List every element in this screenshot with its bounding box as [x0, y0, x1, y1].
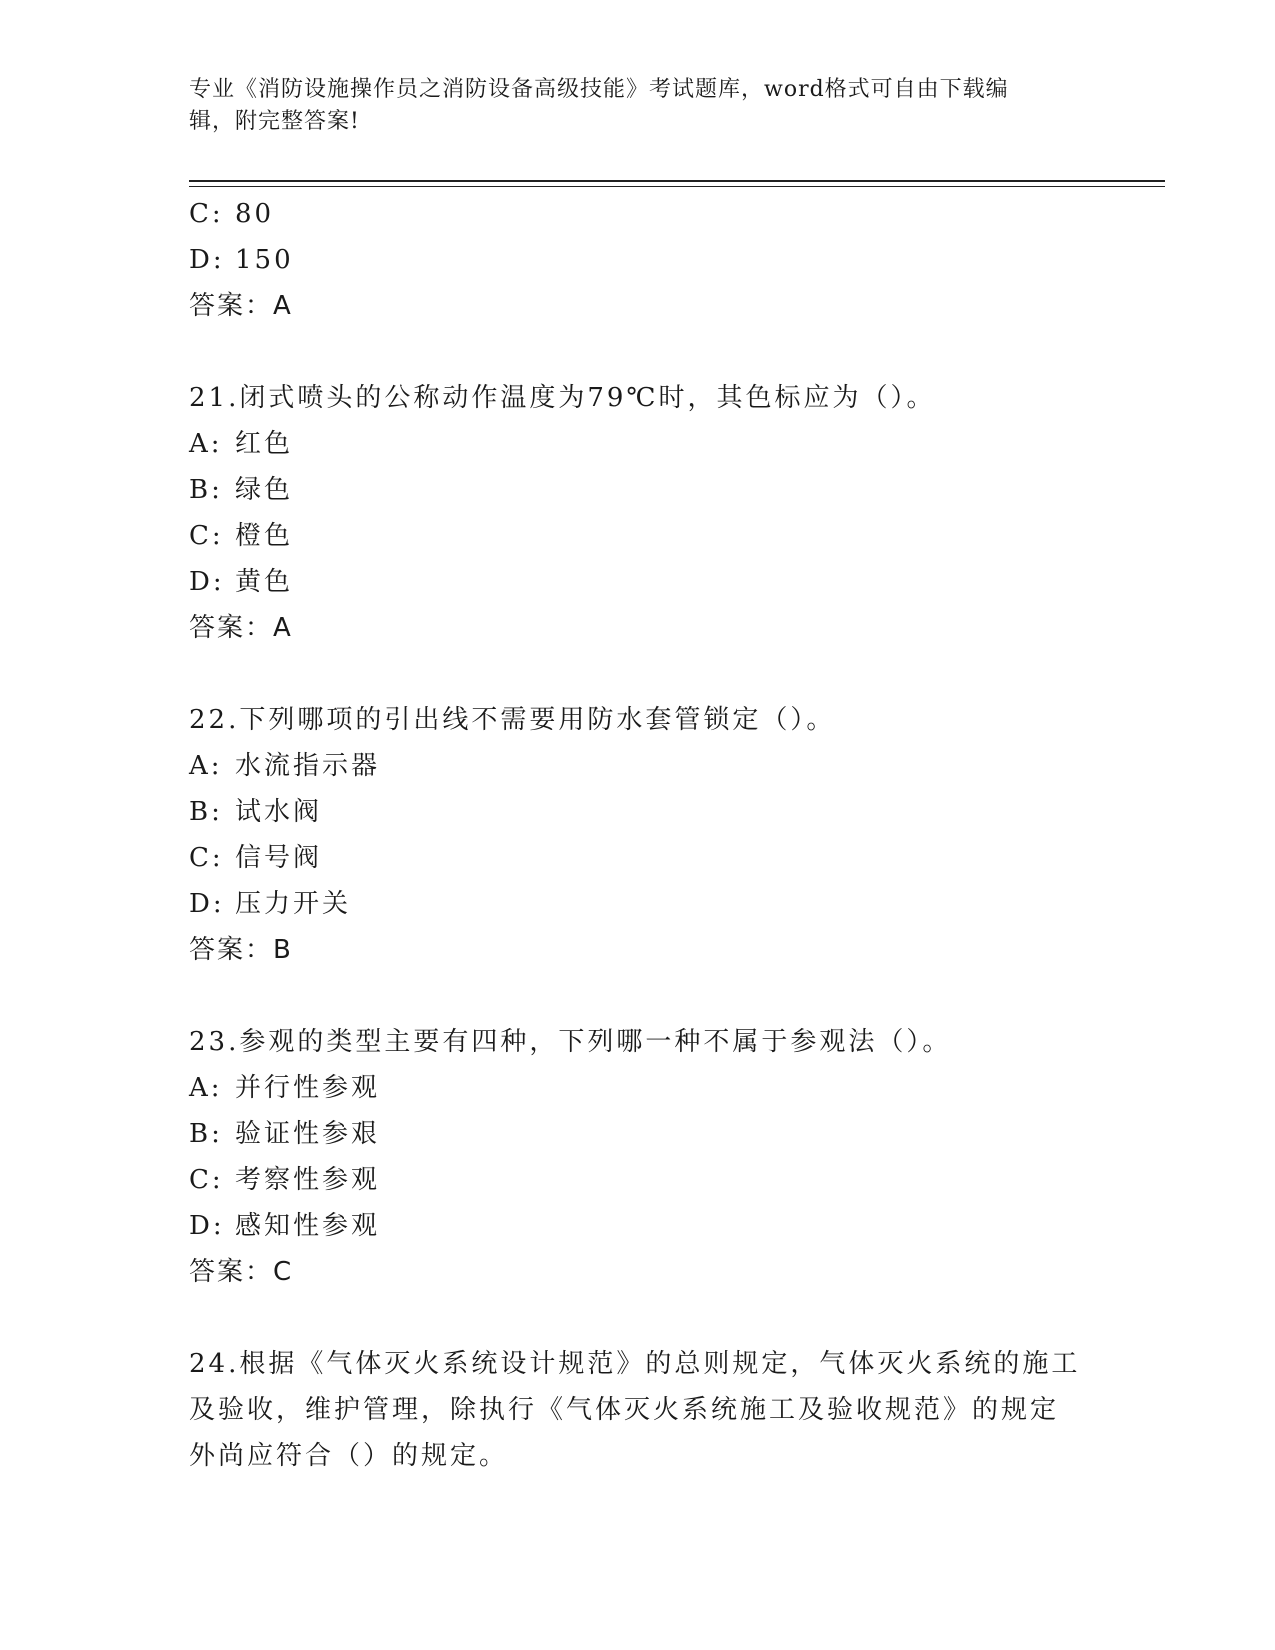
question-content [189, 191, 1089, 1479]
option-b [189, 789, 1089, 835]
question-24-title-line-2: 及验收，维护管理，除执行《气体灭火系统施工及验收规范》的规定 [189, 1395, 1060, 1425]
option-label: B: [189, 475, 223, 505]
header-line-2: 辑，附完整答案! [189, 109, 360, 134]
header-rule-thick [189, 180, 1165, 182]
page-header [189, 74, 1089, 138]
option-c [189, 1157, 1089, 1203]
option-a [189, 743, 1089, 789]
option-label: C: [189, 521, 224, 551]
option-c [189, 835, 1089, 881]
option-label: A: [189, 429, 223, 459]
answer-text: 答案：C [189, 1257, 294, 1287]
option-d [189, 881, 1089, 927]
option-label: D: [189, 567, 225, 597]
option-label: C: [189, 1165, 224, 1195]
spacer [189, 973, 1089, 1019]
question-22-title: 22.下列哪项的引出线不需要用防水套管锁定（）。 [189, 705, 836, 735]
option-label: B: [189, 1119, 223, 1149]
question-23-title: 23.参观的类型主要有四种，下列哪一种不属于参观法（）。 [189, 1027, 952, 1057]
option-d [189, 1203, 1089, 1249]
question-24-title-line-1: 24.根据《气体灭火系统设计规范》的总则规定，气体灭火系统的施工 [189, 1349, 1081, 1379]
answer-text: 答案：A [189, 613, 293, 643]
question-24-title-line-3: 外尚应符合（）的规定。 [189, 1441, 509, 1471]
answer-text: 答案：A [189, 291, 293, 321]
option-text: 压力开关 [235, 889, 352, 919]
option-label: B: [189, 797, 223, 827]
option-label: D: [189, 889, 225, 919]
spacer [189, 1295, 1089, 1341]
option-text: 黄色 [235, 567, 294, 597]
option-c [189, 191, 1089, 237]
option-text: 感知性参观 [235, 1211, 381, 1241]
option-label: A: [189, 1073, 223, 1103]
option-text: 水流指示器 [235, 751, 381, 781]
spacer [189, 329, 1089, 375]
option-label: C: [189, 843, 224, 873]
option-b [189, 467, 1089, 513]
option-text: 验证性参艰 [235, 1119, 381, 1149]
header-line-1: 专业《消防设施操作员之消防设备高级技能》考试题库，word格式可自由下载编 [189, 77, 1009, 102]
option-text: 150 [235, 245, 294, 275]
option-label: C: [189, 199, 224, 229]
option-label: D: [189, 1211, 225, 1241]
option-text: 试水阀 [235, 797, 323, 827]
option-d [189, 237, 1089, 283]
answer-text: 答案：B [189, 935, 293, 965]
option-c [189, 513, 1089, 559]
spacer [189, 651, 1089, 697]
header-rule-thin [189, 186, 1165, 187]
option-a [189, 421, 1089, 467]
option-a [189, 1065, 1089, 1111]
option-text: 红色 [235, 429, 294, 459]
option-b [189, 1111, 1089, 1157]
option-text: 橙色 [235, 521, 294, 551]
option-text: 绿色 [235, 475, 294, 505]
question-21-title: 21.闭式喷头的公称动作温度为79℃时，其色标应为（）。 [189, 383, 936, 413]
option-label: D: [189, 245, 225, 275]
option-text: 信号阀 [235, 843, 323, 873]
option-text: 考察性参观 [235, 1165, 381, 1195]
option-d [189, 559, 1089, 605]
option-text: 80 [235, 199, 275, 229]
option-text: 并行性参观 [235, 1073, 381, 1103]
option-label: A: [189, 751, 223, 781]
